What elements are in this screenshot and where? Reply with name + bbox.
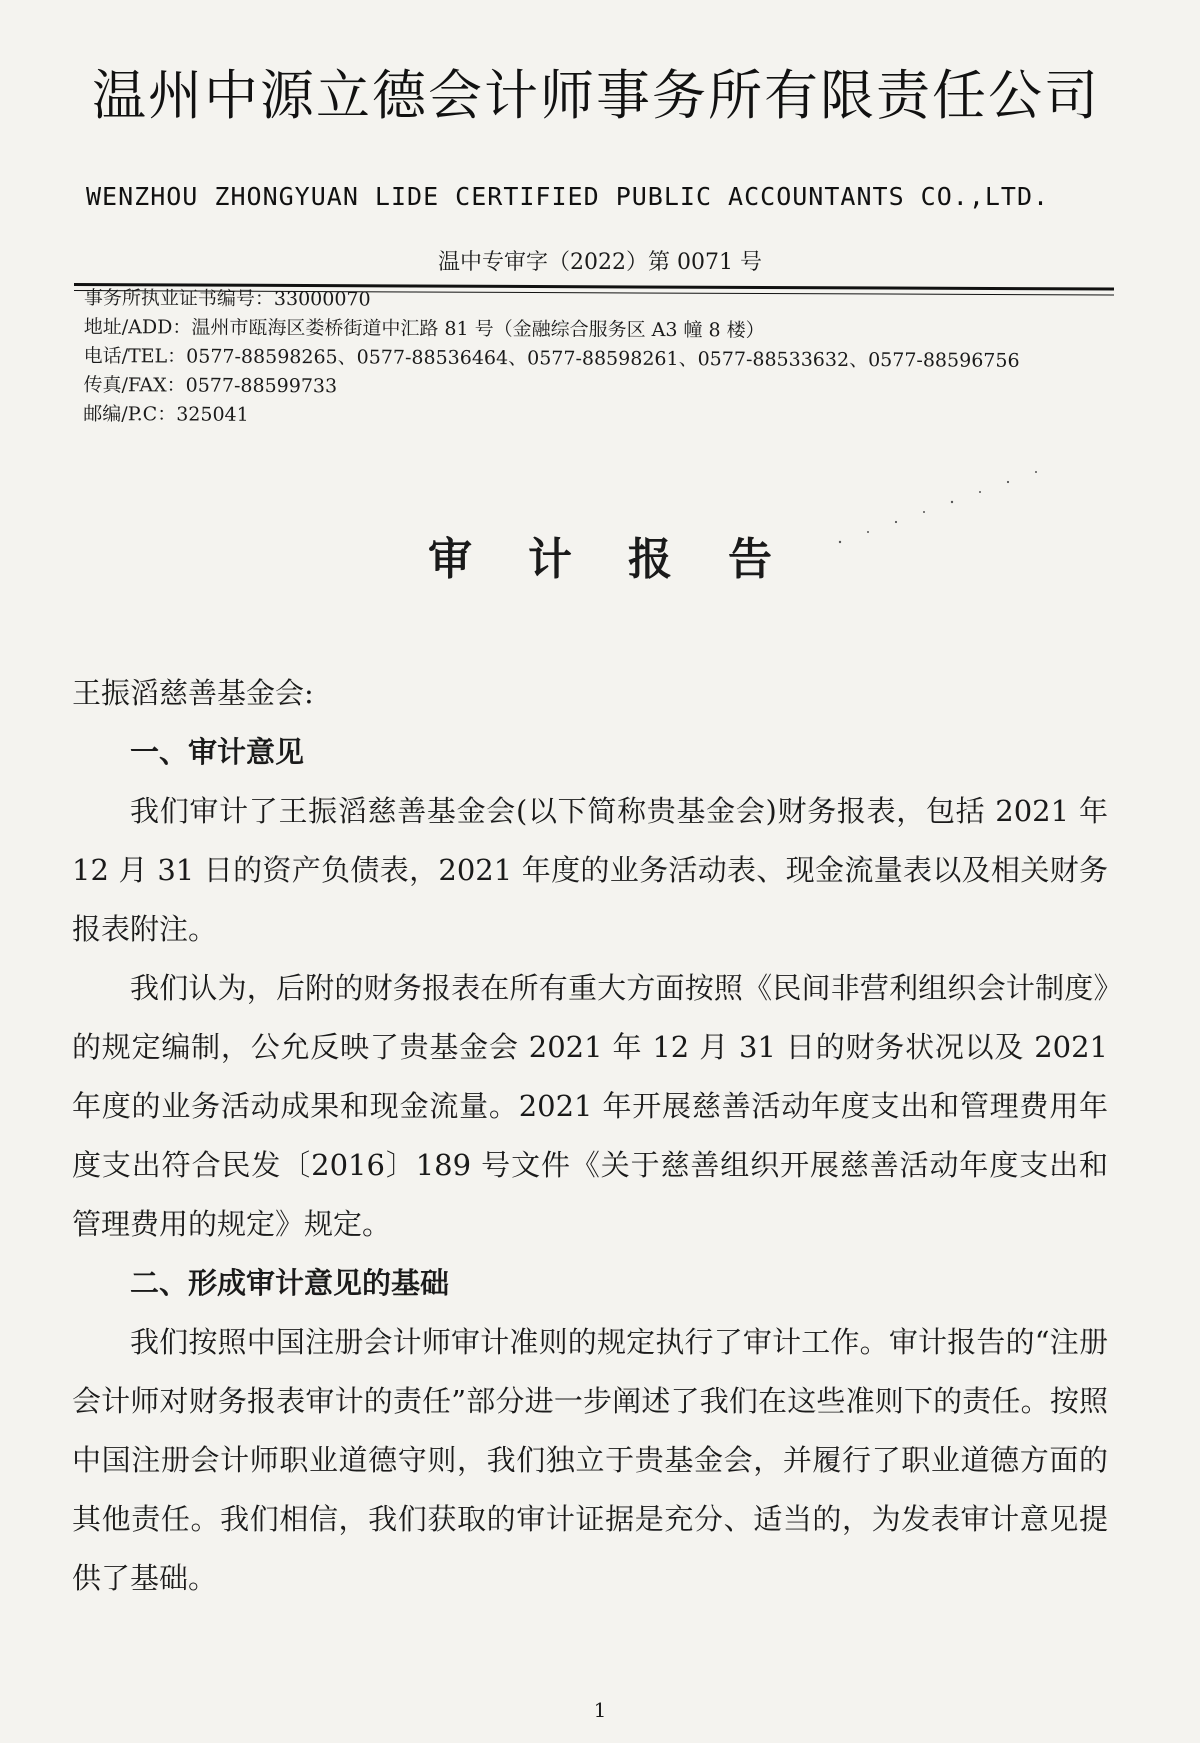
address: 地址/ADD：温州市瓯海区娄桥街道中汇路 81 号（金融综合服务区 A3 幢 8 楼）	[83, 315, 765, 342]
firm-name-chinese: 温州中源立德会计师事务所有限责任公司	[92, 64, 1100, 127]
paragraph-audit-opinion: 我们认为，后附的财务报表在所有重大方面按照《民间非营利组织会计制度》的规定编制，公允反映了贵基金会 2021 年 12 月 31 日的财务状况以及 2021 年度的业务活动成果和现金流量。2021 年开展慈善活动年度支出和管理费用年度支出符合民发〔2016〕189 号文件《关于慈善组织开展慈善活动年度支出和管理费用的规定》规定。	[72, 971, 1108, 1241]
addressee: 王振滔慈善基金会:	[72, 676, 314, 710]
report-title: 审计报告	[428, 534, 828, 585]
paragraph-basis-for-opinion: 我们按照中国注册会计师审计准则的规定执行了审计工作。审计报告的“注册会计师对财务报表审计的责任”部分进一步阐述了我们在这些准则下的责任。按照中国注册会计师职业道德守则，我们独立于贵基金会，并履行了职业道德方面的其他责任。我们相信，我们获取的审计证据是充分、适当的，为发表审计意见提供了基础。	[72, 1325, 1108, 1595]
fax-number: 传真/FAX：0577-88599733	[83, 373, 338, 398]
page-number: 1	[593, 1698, 607, 1722]
license-number: 事务所执业证书编号：33000070	[83, 286, 371, 311]
phone-numbers: 电话/TEL：0577-88598265、0577-88536464、0577-88598261、0577-88533632、0577-88596756	[83, 344, 1020, 372]
firm-name-english: WENZHOU ZHONGYUAN LIDE CERTIFIED PUBLIC ACCOUNTANTS CO.,LTD.	[86, 182, 1050, 211]
postal-code: 邮编/P.C：325041	[83, 402, 249, 426]
report-body	[72, 664, 1108, 1608]
report-reference-number: 温中专审字（2022）第 0071 号	[438, 250, 762, 275]
section-heading-basis-for-opinion: 二、形成审计意见的基础	[130, 1266, 450, 1300]
section-heading-audit-opinion: 一、审计意见	[130, 735, 305, 769]
paragraph-audit-scope: 我们审计了王振滔慈善基金会(以下简称贵基金会)财务报表，包括 2021 年 12 月 31 日的资产负债表，2021 年度的业务活动表、现金流量表以及相关财务报表附注。	[72, 794, 1108, 946]
contact-info	[83, 284, 1134, 434]
